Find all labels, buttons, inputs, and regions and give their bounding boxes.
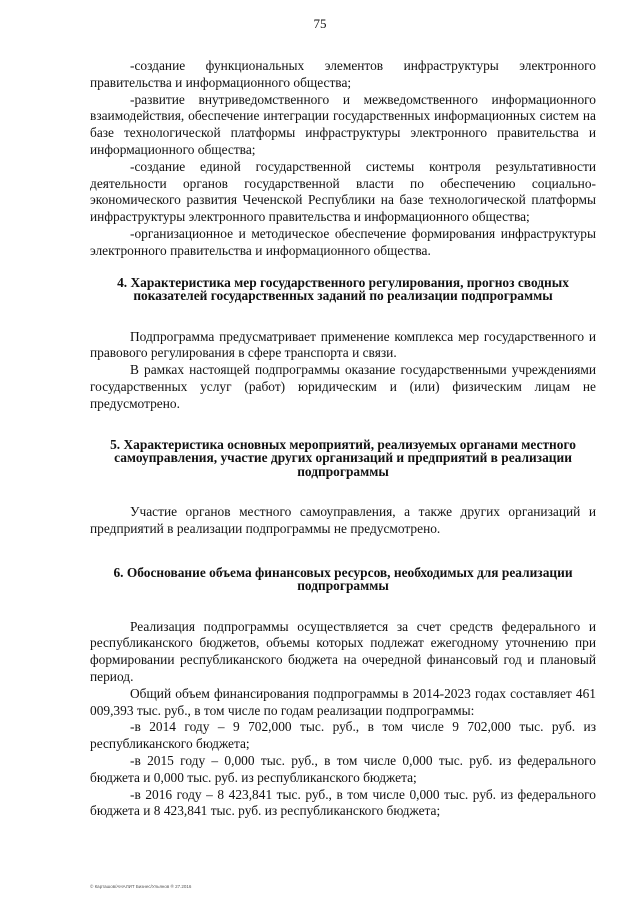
page-number: 75	[313, 16, 327, 31]
section-6-paragraph: Общий объем финансирования подпрограммы в 2014-2023 годах составляет 461 009,393 тыс. руб., в том числе по годам реализации подпрограммы:	[90, 685, 596, 718]
funding-year-item: -в 2014 году – 9 702,000 тыс. руб., в том числе 9 702,000 тыс. руб. из республиканского бюджета;	[90, 719, 596, 752]
section-6-paragraph: Реализация подпрограммы осуществляется за счет средств федерального и республиканского бюджетов, объемы которых подлежат ежегодному уточнению при формировании республиканского бюджета на очередной финансовый год и плановый период.	[90, 618, 596, 685]
funding-year-item: -в 2016 году – 8 423,841 тыс. руб., в том числе 0,000 тыс. руб. из федерального бюджета и 8 423,841 тыс. руб. из республиканского бюджета;	[90, 786, 596, 819]
intro-bullet: -развитие внутриведомственного и межведомственного информационного взаимодействия, обеспечение интеграции государственных информационных систем на базе технологической платформы инфраструктуры электронного правительства и информационного общества;	[90, 91, 596, 157]
funding-year-item: -в 2015 году – 0,000 тыс. руб., в том числе 0,000 тыс. руб. из федерального бюджета и 0,000 тыс. руб. из республиканского бюджета;	[90, 753, 596, 785]
document-body	[90, 58, 596, 820]
section-4-paragraph: В рамках настоящей подпрограммы оказание государственными учреждениями государственных услуг (работ) юридическим и (или) физическим лицам не предусмотрено.	[90, 362, 596, 411]
footer-note: © Карташов/АНАЛИТ Бизнес/Ульянов ® 27.2016	[90, 884, 192, 889]
section-4-paragraph: Подпрограмма предусматривает применение комплекса мер государственного и правового регулирования в сфере транспорта и связи.	[90, 328, 596, 361]
section-5-heading: 5. Характеристика основных мероприятий, реализуемых органами местного самоуправления, участие других организаций и предприятий в реализации подпрограммы	[110, 436, 576, 479]
intro-bullet: -организационное и методическое обеспечение формирования инфраструктуры электронного правительства и информационного общества.	[90, 225, 596, 258]
section-6-heading: 6. Обоснование объема финансовых ресурсов, необходимых для реализации подпрограммы	[113, 564, 573, 594]
section-5-paragraph: Участие органов местного самоуправления, а также других организаций и предприятий в реализации подпрограммы не предусмотрено.	[90, 504, 596, 536]
intro-bullet: -создание единой государственной системы контроля результативности деятельности органов государственной власти по обеспечению социально-экономического развития Чеченской Республики на базе технологической платформы инфраструктуры электронного правительства и информационного общества;	[90, 158, 596, 225]
section-4-heading: 4. Характеристика мер государственного регулирования, прогноз сводных показателей государственных заданий по реализации подпрограммы	[117, 274, 569, 304]
intro-bullet: -создание функциональных элементов инфраструктуры электронного правительства и информационного общества;	[90, 58, 596, 90]
